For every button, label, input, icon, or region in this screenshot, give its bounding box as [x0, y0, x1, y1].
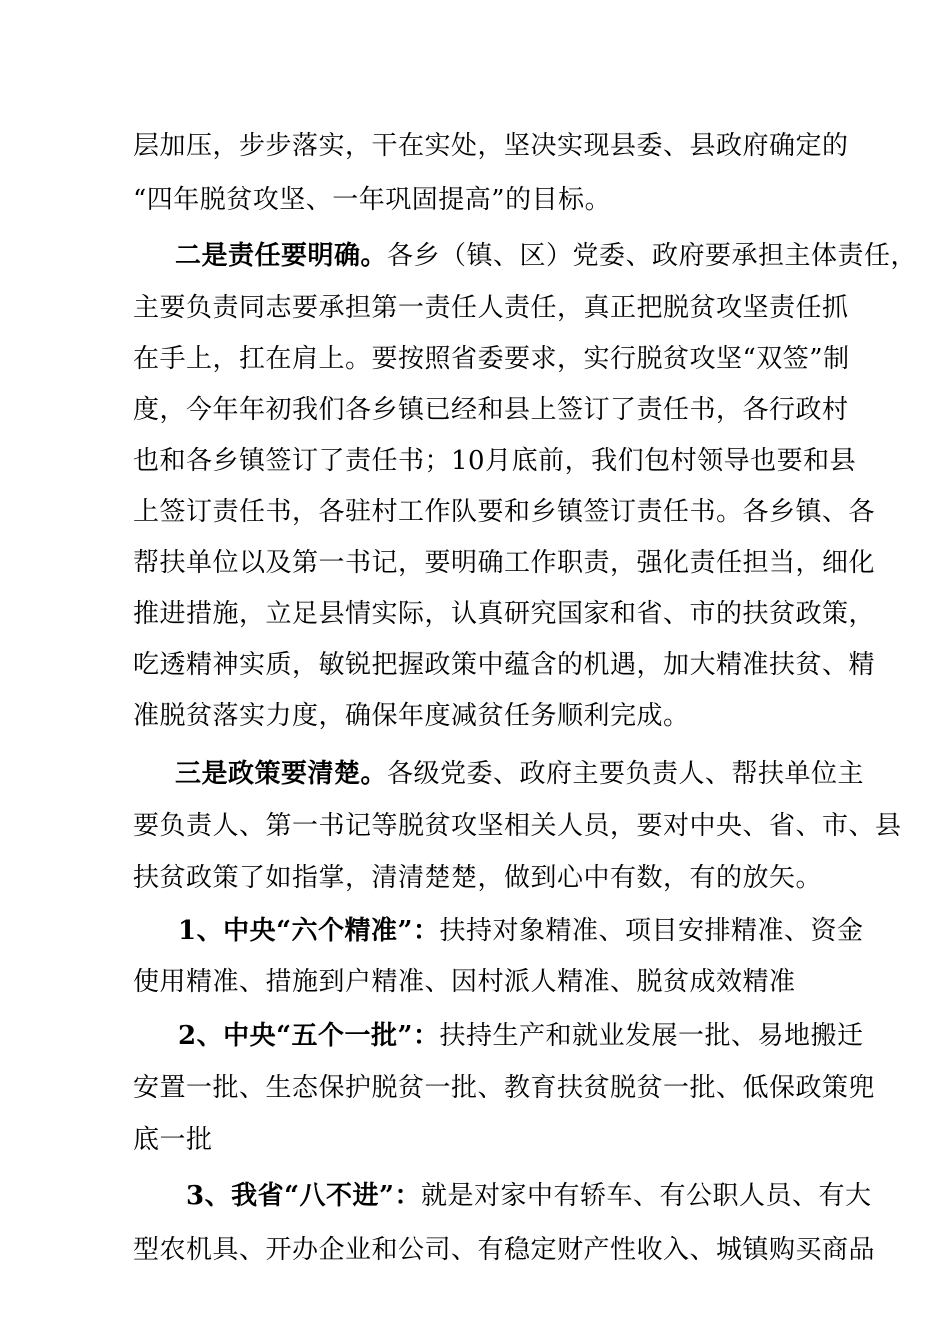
line-text: 上签订责任书，各驻村工作队要和乡镇签订责任书。各乡镇、各 — [133, 497, 876, 527]
text-line — [133, 182, 611, 218]
line-text: 各级党委、政府主要负责人、帮扶单位主 — [387, 759, 865, 789]
text-line — [133, 392, 849, 428]
line-text: 主要负责同志要承担第一责任人责任，真正把脱贫攻坚责任抓 — [133, 293, 849, 323]
line-text: 推进措施，立足县情实际，认真研究国家和省、市的扶贫政策， — [133, 599, 876, 629]
list-item-heading-line — [178, 1018, 864, 1054]
line-text: 度，今年年初我们各乡镇已经和县上签订了责任书，各行政村 — [133, 395, 849, 425]
text-line — [133, 1070, 875, 1106]
line-text: 在手上，扛在肩上。要按照省委要求，实行脱贫攻坚“双签”制 — [133, 344, 850, 374]
line-text: 扶持对象精准、项目安排精准、资金 — [439, 916, 864, 946]
text-line — [133, 860, 822, 896]
line-text: 也和各乡镇签订了责任书；10月底前，我们包村领导也要和县 — [133, 446, 857, 476]
heading-responsibility: 二是责任要明确。 — [175, 241, 388, 271]
text-line — [133, 1232, 875, 1268]
text-line — [133, 341, 850, 377]
text-line — [133, 808, 902, 844]
text-line — [133, 494, 875, 530]
text-line — [133, 1122, 213, 1158]
line-text: “四年脱贫攻坚、一年巩固提高”的目标。 — [133, 185, 612, 215]
line-text: 就是对家中有轿车、有公职人员、有大 — [421, 1181, 872, 1211]
line-text: 扶持生产和就业发展一批、易地搬迁 — [439, 1021, 864, 1051]
text-line — [133, 964, 796, 1000]
paragraph-heading-line — [175, 238, 917, 274]
heading-six-precise: 1、中央“六个精准”： — [178, 916, 440, 946]
line-text: 层加压，步步落实，干在实处，坚决实现县委、县政府确定的 — [133, 131, 849, 161]
heading-eight-exclusions: 3、我省“八不进”： — [186, 1181, 422, 1211]
text-line — [133, 698, 690, 734]
line-text: 使用精准、措施到户精准、因村派人精准、脱贫成效精准 — [133, 967, 796, 997]
text-line — [133, 290, 849, 326]
list-item-heading-line — [178, 913, 864, 949]
text-line — [133, 647, 875, 683]
line-text: 吃透精神实质，敏锐把握政策中蕴含的机遇，加大精准扶贫、精 — [133, 650, 876, 680]
line-text: 底一批 — [133, 1125, 213, 1155]
heading-five-batches: 2、中央“五个一批”： — [178, 1021, 440, 1051]
line-text: 安置一批、生态保护脱贫一批、教育扶贫脱贫一批、低保政策兜 — [133, 1073, 876, 1103]
line-text: 准脱贫落实力度，确保年度减贫任务顺利完成。 — [133, 701, 690, 731]
paragraph-heading-line — [175, 756, 864, 792]
text-line — [133, 443, 856, 479]
line-text: 扶贫政策了如指掌，清清楚楚，做到心中有数，有的放矢。 — [133, 863, 823, 893]
text-line — [133, 596, 875, 632]
heading-policy: 三是政策要清楚。 — [175, 759, 388, 789]
text-line — [133, 545, 875, 581]
line-text: 帮扶单位以及第一书记，要明确工作职责，强化责任担当，细化 — [133, 548, 876, 578]
line-text: 各乡（镇、区）党委、政府要承担主体责任， — [387, 241, 918, 271]
list-item-heading-line — [186, 1178, 872, 1214]
text-line — [133, 128, 849, 164]
line-text: 型农机具、开办企业和公司、有稳定财产性收入、城镇购买商品 — [133, 1235, 876, 1265]
line-text: 要负责人、第一书记等脱贫攻坚相关人员，要对中央、省、市、县 — [133, 811, 902, 841]
